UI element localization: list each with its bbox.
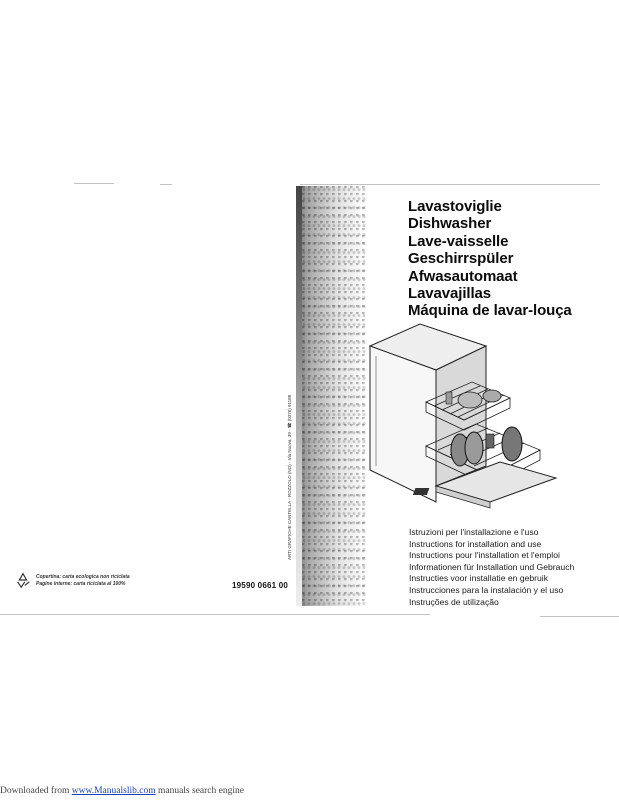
footer-prefix: Downloaded from xyxy=(0,786,72,796)
scan-line-bottom-right xyxy=(540,616,619,617)
instruction-line: Informationen für Installation und Gebrauch xyxy=(409,561,575,572)
manualslib-link[interactable]: www.Manualslib.com xyxy=(71,786,156,796)
dishwasher-illustration xyxy=(360,316,560,516)
printer-imprint xyxy=(287,394,293,566)
instruction-line: Instructions for installation and use xyxy=(409,538,542,549)
recycle-icon xyxy=(14,571,32,589)
scan-line-top-right xyxy=(300,184,600,185)
scan-line-bottom xyxy=(0,614,430,615)
product-title: Dishwasher xyxy=(408,215,492,233)
paper-note-line: Copertina: carta ecologica non riciclata xyxy=(36,574,130,580)
instruction-line: Instrucciones para la instalación y el uso xyxy=(409,584,564,595)
footer-suffix: manuals search engine xyxy=(155,786,244,796)
scan-line-top-left-2 xyxy=(160,184,172,185)
paper-note xyxy=(36,574,130,587)
document-code: 19590 0661 00 xyxy=(232,581,288,590)
product-title: Máquina de lavar-louça xyxy=(408,302,572,320)
cover-spine-edge xyxy=(296,186,302,606)
product-title: Geschirrspüler xyxy=(408,250,514,268)
product-title: Lavastoviglie xyxy=(408,198,502,215)
instruction-line: Instruções de utilização xyxy=(409,596,499,607)
scan-line-top-left xyxy=(74,183,114,184)
download-footer xyxy=(0,786,244,796)
printer-imprint-text: ARTI GRAFICHE CANTELLA - ROZZOLO (NO) - Via Nuova, 39 - ☎ (0376) 91188 xyxy=(287,394,292,560)
product-title: Lavavajillas xyxy=(408,285,492,303)
product-title: Lave-vaisselle xyxy=(408,232,509,250)
instruction-line: Instructions pour l'installation et l'emploi xyxy=(409,550,560,561)
instruction-list xyxy=(409,527,574,608)
paper-note-line: Pagine interne: carta riciclata al 100% xyxy=(36,580,126,587)
instruction-line: Instructies voor installatie en gebruik xyxy=(409,573,549,584)
instruction-line: Istruzioni per l'installazione e l'uso xyxy=(409,527,539,537)
scan-shadow xyxy=(296,186,366,606)
product-title: Afwasautomaat xyxy=(408,267,518,285)
product-title-list xyxy=(408,198,572,320)
